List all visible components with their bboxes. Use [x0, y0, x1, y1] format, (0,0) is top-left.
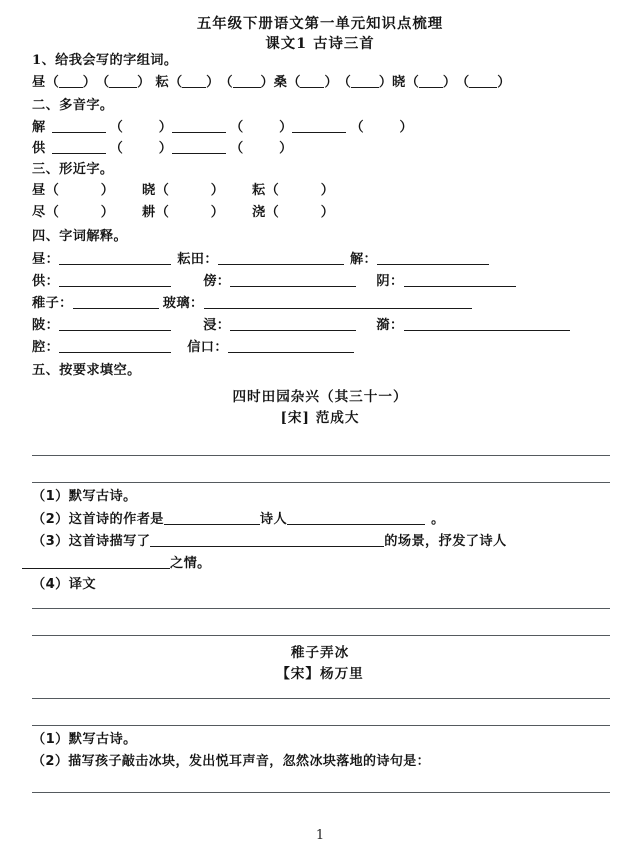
- definition-blank[interactable]: [204, 295, 472, 309]
- definition-blank[interactable]: [218, 251, 344, 265]
- term-label: 耘田：: [177, 252, 218, 267]
- definition-blank[interactable]: [404, 273, 516, 287]
- paren-open: （: [350, 120, 364, 135]
- definition-blank[interactable]: [228, 339, 354, 353]
- author-name-blank[interactable]: [287, 511, 425, 525]
- page-number: 1: [315, 828, 325, 843]
- blank-input[interactable]: [182, 74, 206, 88]
- term-label: 信口：: [187, 340, 228, 355]
- term-label: 腔：: [32, 340, 60, 355]
- section-3-row-1: [32, 183, 612, 198]
- term-label: 傍：: [203, 274, 231, 289]
- blank-input[interactable]: [169, 183, 211, 196]
- char-yun: 耘: [155, 75, 169, 90]
- scene-blank[interactable]: [150, 533, 384, 547]
- definition-blank[interactable]: [230, 273, 356, 287]
- definition-blank[interactable]: [59, 273, 171, 287]
- pinyin-blank[interactable]: [52, 119, 106, 133]
- term-label: 昼：: [32, 252, 60, 267]
- paren-close: ）: [378, 75, 393, 90]
- blank-input[interactable]: [59, 74, 83, 88]
- writing-rule[interactable]: [32, 792, 610, 793]
- poem-1-question-4: （4）译文: [32, 577, 96, 592]
- writing-rule[interactable]: [32, 455, 610, 456]
- section-4-row-5: [32, 339, 612, 355]
- definition-blank[interactable]: [404, 317, 570, 331]
- paren-open: （: [168, 75, 183, 90]
- poem-2-author: 【宋】杨万里: [276, 666, 364, 682]
- paren-open: （: [45, 205, 59, 220]
- question-text: 的场景，抒发了诗人: [384, 534, 507, 549]
- term-label: 陂：: [32, 318, 60, 333]
- paren-close: ）: [100, 205, 114, 220]
- paren-open: （: [95, 75, 110, 90]
- emotion-blank[interactable]: [22, 555, 170, 569]
- section-3-row-2: [32, 205, 612, 220]
- paren-close: ）: [158, 120, 172, 135]
- paren-close: ）: [137, 75, 151, 90]
- paren-open: （: [155, 205, 169, 220]
- char-jin: 尽: [32, 205, 46, 220]
- paren-open: （: [45, 75, 59, 90]
- blank-input[interactable]: [279, 205, 321, 218]
- paren-close: ）: [442, 75, 456, 90]
- paren-close: ）: [210, 183, 224, 198]
- word-blank[interactable]: [243, 141, 279, 154]
- char-zhou: 昼: [32, 183, 46, 198]
- writing-rule[interactable]: [32, 725, 610, 726]
- term-label: 漪：: [376, 318, 404, 333]
- paren-open: （: [109, 141, 123, 156]
- poem-2-title: 稚子弄冰: [290, 645, 350, 661]
- paren-close: ）: [497, 75, 511, 90]
- word-blank[interactable]: [123, 141, 159, 154]
- question-text: 。: [431, 512, 445, 527]
- section-4-row-1: [32, 251, 612, 267]
- question-text: 诗人: [259, 512, 288, 527]
- section-4-row-2: [32, 273, 612, 289]
- poem-1-question-3-cont: [22, 555, 602, 571]
- paren-close: ）: [399, 120, 413, 135]
- definition-blank[interactable]: [59, 317, 171, 331]
- paren-close: ）: [206, 75, 220, 90]
- blank-input[interactable]: [169, 205, 211, 218]
- paren-open: （: [337, 75, 351, 90]
- pinyin-blank[interactable]: [292, 119, 346, 133]
- definition-blank[interactable]: [73, 295, 159, 309]
- writing-rule[interactable]: [32, 635, 610, 636]
- paren-close: ）: [324, 75, 338, 90]
- paren-close: ）: [210, 205, 224, 220]
- paren-close: ）: [260, 75, 274, 90]
- paren-open: （: [219, 75, 233, 90]
- writing-rule[interactable]: [32, 482, 610, 483]
- word-blank[interactable]: [243, 120, 279, 133]
- char-gong: 供: [32, 141, 46, 156]
- word-blank[interactable]: [364, 120, 400, 133]
- paren-open: （: [229, 141, 244, 156]
- paren-close: ）: [320, 183, 334, 198]
- poem-2-question-1: （1）默写古诗。: [32, 732, 137, 747]
- blank-input[interactable]: [469, 74, 497, 88]
- blank-input[interactable]: [233, 74, 261, 88]
- poem-1-question-3: [32, 533, 612, 549]
- poem-2-question-2: （2）描写孩子敲击冰块，发出悦耳声音，忽然冰块落地的诗句是：: [32, 754, 431, 769]
- writing-rule[interactable]: [32, 608, 610, 609]
- term-label: 阴：: [376, 274, 404, 289]
- term-label: 解：: [349, 252, 378, 267]
- paren-close: ）: [100, 183, 114, 198]
- pinyin-blank[interactable]: [172, 119, 226, 133]
- char-xiao: 晓: [392, 75, 406, 90]
- char-geng: 耕: [141, 205, 156, 220]
- section-1-answer-row: [32, 74, 612, 90]
- char-yun: 耘: [251, 183, 266, 198]
- section-2-row-gong: [32, 140, 612, 156]
- paren-close: ）: [279, 141, 293, 156]
- poem-1-question-1: （1）默写古诗。: [32, 489, 137, 504]
- blank-input[interactable]: [59, 205, 101, 218]
- paren-open: （: [265, 205, 279, 220]
- blank-input[interactable]: [351, 74, 379, 88]
- poem-1-title: 四时田园杂兴（其三十一）: [232, 389, 408, 405]
- section-4-heading: 四、字词解释。: [32, 229, 128, 244]
- definition-blank[interactable]: [59, 251, 171, 265]
- question-text: （2）这首诗的作者是: [32, 512, 164, 527]
- char-sang: 桑: [273, 75, 288, 90]
- section-5-heading: 五、按要求填空。: [32, 363, 141, 378]
- page-subtitle: 课文1 古诗三首: [265, 35, 375, 52]
- char-xiao: 晓: [141, 183, 156, 198]
- paren-open: （: [45, 183, 59, 198]
- char-jiao: 浇: [251, 205, 266, 220]
- paren-open: （: [405, 75, 419, 90]
- blank-input[interactable]: [109, 74, 137, 88]
- term-label: 浸：: [203, 318, 231, 333]
- pinyin-blank[interactable]: [172, 140, 226, 154]
- author-dynasty-blank[interactable]: [164, 511, 260, 525]
- poem-1-question-2: [32, 511, 612, 527]
- pinyin-blank[interactable]: [52, 140, 106, 154]
- section-1-heading: 1、给我会写的字组词。: [32, 53, 178, 68]
- section-4-row-3: [32, 295, 612, 311]
- section-2-heading: 二、多音字。: [32, 98, 114, 113]
- definition-blank[interactable]: [377, 251, 489, 265]
- paren-close: ）: [320, 205, 334, 220]
- section-2-row-jie: [32, 119, 612, 135]
- definition-blank[interactable]: [59, 339, 171, 353]
- page-title: 五年级下册语文第一单元知识点梳理: [196, 15, 444, 32]
- blank-input[interactable]: [300, 74, 324, 88]
- char-jie: 解: [32, 120, 46, 135]
- word-blank[interactable]: [123, 120, 159, 133]
- section-3-heading: 三、形近字。: [32, 162, 114, 177]
- section-4-row-4: [32, 317, 612, 333]
- paren-open: （: [265, 183, 279, 198]
- writing-rule[interactable]: [32, 698, 610, 699]
- paren-close: ）: [279, 120, 293, 135]
- paren-close: ）: [158, 141, 172, 156]
- term-label: 稚子：: [32, 296, 73, 311]
- question-text: 之情。: [170, 556, 211, 571]
- paren-open: （: [456, 75, 470, 90]
- paren-open: （: [155, 183, 169, 198]
- blank-input[interactable]: [279, 183, 321, 196]
- term-label: 供：: [32, 274, 60, 289]
- definition-blank[interactable]: [230, 317, 356, 331]
- paren-open: （: [109, 120, 123, 135]
- blank-input[interactable]: [419, 74, 443, 88]
- paren-open: （: [229, 120, 244, 135]
- poem-1-author: [宋] 范成大: [280, 410, 360, 426]
- blank-input[interactable]: [59, 183, 101, 196]
- char-zhou: 昼: [32, 75, 46, 90]
- paren-open: （: [287, 75, 301, 90]
- paren-close: ）: [82, 75, 96, 90]
- term-label: 玻璃：: [162, 296, 204, 311]
- question-text: （3）这首诗描写了: [32, 534, 151, 549]
